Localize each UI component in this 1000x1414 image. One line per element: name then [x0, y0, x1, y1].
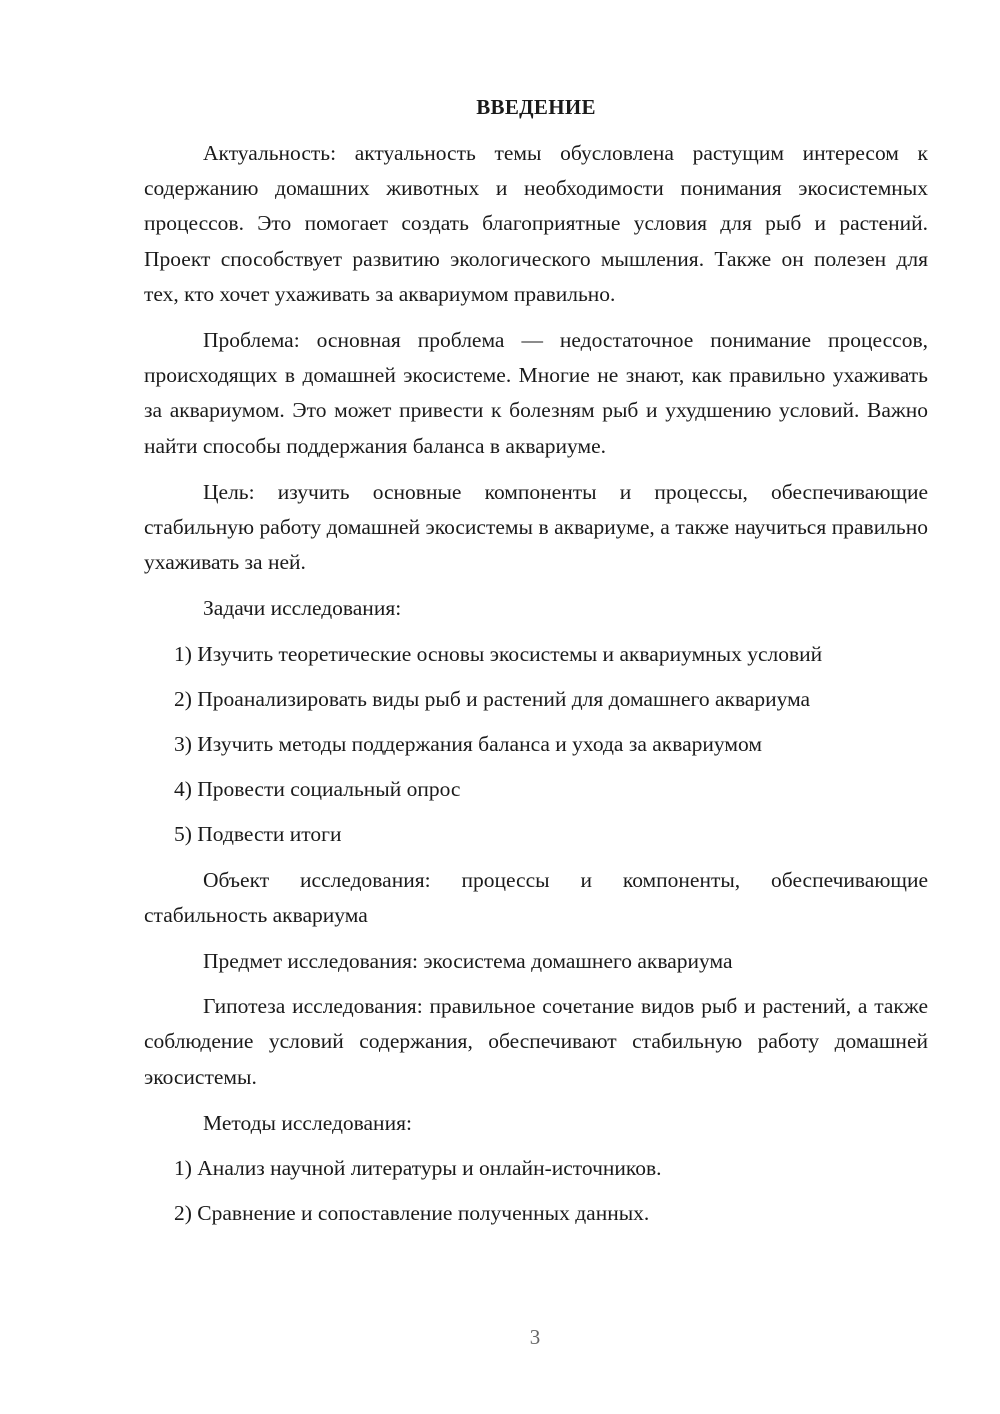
list-item: 5) Подвести итоги: [174, 822, 342, 847]
page-number: 3: [529, 1325, 541, 1349]
list-item: 1) Анализ научной литературы и онлайн-источников.: [174, 1156, 662, 1181]
tasks-list: [144, 637, 928, 853]
document-page: [144, 90, 928, 1241]
hypothesis-paragraph: Гипотеза исследования: правильное сочетание видов рыб и растений, а также соблюдение условий содержания, обеспечивают стабильную работу домашней экосистемы.: [144, 994, 928, 1089]
list-item: 4) Провести социальный опрос: [174, 777, 461, 802]
methods-heading: Методы исследования:: [203, 1110, 412, 1135]
list-item: 2) Проанализировать виды рыб и растений для домашнего аквариума: [174, 686, 811, 711]
problem-paragraph: Проблема: основная проблема — недостаточное понимание процессов, происходящих в домашней экосистеме. Многие не знают, как правильно ухаживать за аквариумом. Это может привести к болезням рыб и ухудшению условий. Важно найти способы поддержания баланса в аквариуме.: [144, 328, 928, 458]
tasks-heading: Задачи исследования:: [203, 596, 402, 621]
list-item: 1) Изучить теоретические основы экосистемы и аквариумных условий: [174, 641, 823, 666]
page-title: ВВЕДЕНИЕ: [476, 95, 596, 119]
list-item: 3) Изучить методы поддержания баланса и ухода за аквариумом: [174, 732, 762, 757]
object-paragraph: Объект исследования: процессы и компоненты, обеспечивающие стабильность аквариума: [144, 867, 928, 927]
goal-paragraph: Цель: изучить основные компоненты и процессы, обеспечивающие стабильную работу домашней экосистемы в аквариуме, а также научиться правильно ухаживать за ней.: [144, 479, 928, 575]
list-item: 2) Сравнение и сопоставление полученных данных.: [174, 1201, 650, 1226]
relevance-paragraph: Актуальность: актуальность темы обусловлена растущим интересом к содержанию домашних животных и необходимости понимания экосистемных процессов. Это помогает создать благоприятные условия для рыб и растений. Проект способствует развитию экологического мышления. Также он полезен для тех, кто хочет ухаживать за аквариумом правильно.: [144, 141, 928, 306]
subject-paragraph: Предмет исследования: экосистема домашнего аквариума: [203, 949, 733, 974]
methods-list: [144, 1151, 928, 1231]
